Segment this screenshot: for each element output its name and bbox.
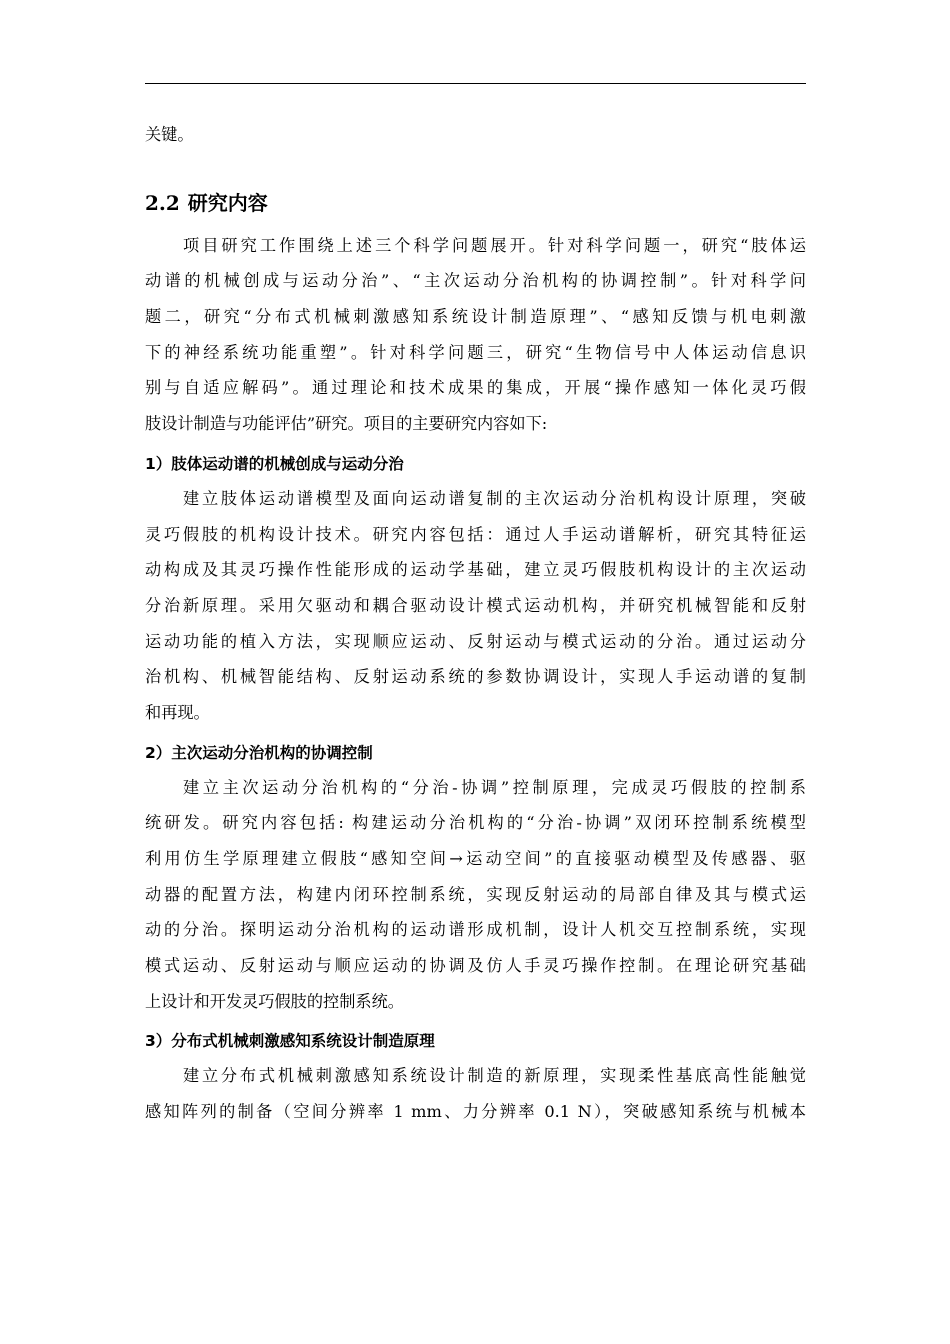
page-body	[145, 116, 806, 1130]
paragraph-line: 动的分治。探明运动分治机构的运动谱形成机制，设计人机交互控制系统，实现	[145, 920, 806, 940]
paragraph-line: 建立分布式机械刺激感知系统设计制造的新原理，实现柔性基底高性能触觉	[183, 1066, 806, 1086]
paragraph-line: 项目研究工作围绕上述三个科学问题展开。针对科学问题一，研究“肢体运	[183, 235, 806, 255]
paragraph-line: 统研发。研究内容包括: 构建运动分治机构的“分治-协调”双闭环控制系统模型	[145, 813, 806, 833]
paragraph-line: 下的神经系统功能重塑”。针对科学问题三，研究“生物信号中人体运动信息识	[145, 342, 806, 362]
intro-paragraph	[145, 228, 806, 442]
paragraph-line: 模式运动、反射运动与顺应运动的协调及仿人手灵巧操作控制。在理论研究基础	[145, 956, 806, 976]
paragraph-line: 治机构、机械智能结构、反射运动系统的参数协调设计，实现人手运动谱的复制	[145, 667, 806, 687]
paragraph-line: 动谱的机械创成与运动分治”、“主次运动分治机构的协调控制”。针对科学问	[145, 271, 806, 291]
paragraph-line: 建立肢体运动谱模型及面向运动谱复制的主次运动分治机构设计原理，突破	[183, 488, 806, 508]
subsection-heading-1: 1）肢体运动谱的机械创成与运动分治	[145, 454, 404, 473]
paragraph-line: 利用仿生学原理建立假肢“感知空间→运动空间”的直接驱动模型及传感器、驱	[145, 849, 806, 868]
paragraph-line: 题二，研究“分布式机械刺激感知系统设计制造原理”、“感知反馈与机电刺激	[145, 307, 806, 327]
paragraph-line: 建立主次运动分治机构的“分治-协调”控制原理，完成灵巧假肢的控制系	[183, 777, 806, 797]
subsection-paragraph-1	[145, 481, 806, 731]
subsection-paragraph-2	[145, 770, 806, 1020]
subsection-heading-3: 3）分布式机械刺激感知系统设计制造原理	[145, 1032, 435, 1051]
paragraph-line: 感知阵列的制备（空间分辨率 1 mm、力分辨率 0.1 N），突破感知系统与机械本	[145, 1102, 806, 1122]
continuation-line: 关键。	[145, 125, 194, 144]
subsection-paragraph-3	[145, 1058, 806, 1129]
paragraph-line: 上设计和开发灵巧假肢的控制系统。	[145, 991, 404, 1011]
paragraph-line: 肢设计制造与功能评估”研究。项目的主要研究内容如下:	[145, 414, 548, 434]
section-number: 2.2	[145, 190, 180, 215]
paragraph-line: 别与自适应解码”。通过理论和技术成果的集成，开展“操作感知一体化灵巧假	[145, 378, 806, 398]
paragraph-line: 动构成及其灵巧操作性能形成的运动学基础，建立灵巧假肢机构设计的主次运动	[145, 560, 806, 580]
paragraph-line: 灵巧假肢的机构设计技术。研究内容包括：通过人手运动谱解析，研究其特征运	[145, 524, 806, 544]
section-heading	[145, 188, 806, 218]
header-rule	[145, 83, 806, 84]
paragraph-line: 运动功能的植入方法，实现顺应运动、反射运动与模式运动的分治。通过运动分	[145, 631, 806, 651]
paragraph-line: 分治新原理。采用欠驱动和耦合驱动设计模式运动机构，并研究机械智能和反射	[145, 595, 806, 615]
section-title: 研究内容	[187, 190, 268, 215]
paragraph-line: 动器的配置方法，构建内闭环控制系统，实现反射运动的局部自律及其与模式运	[145, 884, 806, 904]
subsection-heading-2: 2）主次运动分治机构的协调控制	[145, 743, 373, 762]
paragraph-line: 和再现。	[145, 702, 210, 722]
